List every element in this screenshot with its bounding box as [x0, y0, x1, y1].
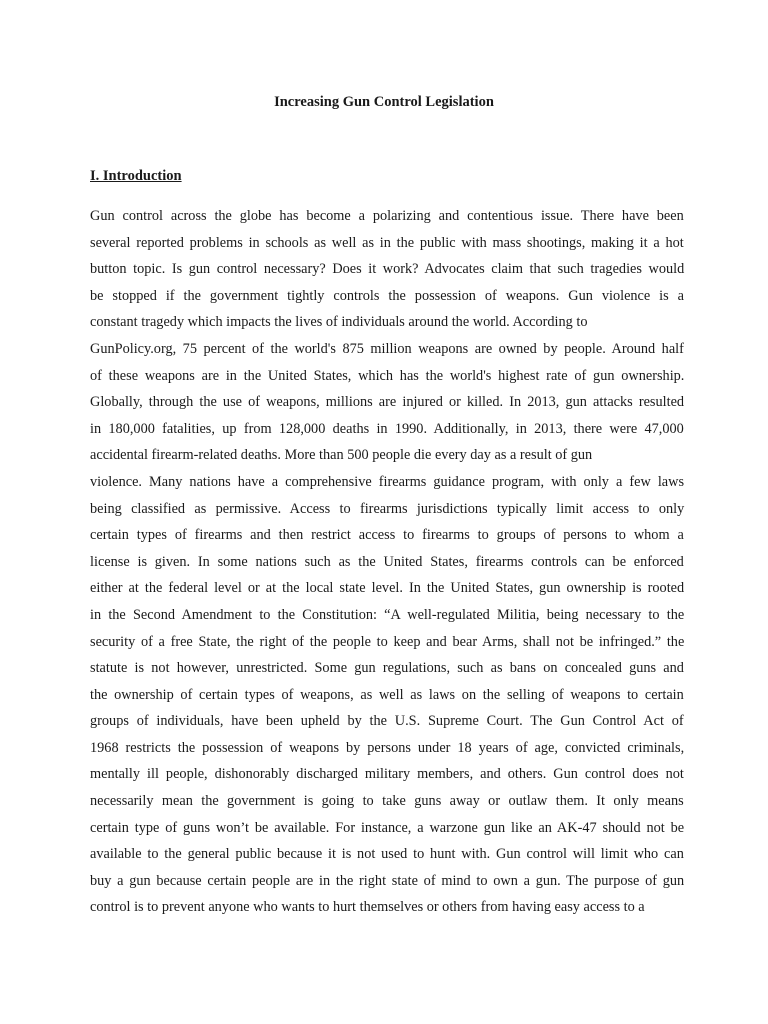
body-line: of these weapons are in the United States, which has the world's highest rate of gun ownership. [90, 367, 685, 384]
body-line: certain types of firearms and then restrict access to firearms to groups of persons to whom a [90, 527, 684, 544]
body-line: certain type of guns won’t be available. For instance, a warzone gun like an AK-47 should not be [90, 819, 685, 836]
body-line: buy a gun because certain people are in the right state of mind to own a gun. The purpose of gun [90, 872, 685, 889]
body-line: either at the federal level or at the local state level. In the United States, gun ownership is rooted [90, 580, 685, 597]
body-line: available to the general public because it is not used to hunt with. Gun control will limit who can [90, 846, 684, 863]
body-line: control is to prevent anyone who wants to hurt themselves or others from having easy access to a [90, 899, 645, 916]
body-line: necessarily mean the government is going to take guns away or outlaw them. It only means [90, 793, 684, 810]
document-title: Increasing Gun Control Legislation [274, 94, 494, 110]
body-line: several reported problems in schools as well as in the public with mass shootings, making it a hot [90, 234, 684, 251]
section-heading-introduction: I. Introduction [90, 168, 182, 184]
body-line: the ownership of certain types of weapons, as well as laws on the selling of weapons to certain [90, 686, 684, 703]
body-line: statute is not however, unrestricted. Some gun regulations, such as bans on concealed guns and [90, 660, 684, 677]
body-line: being classified as permissive. Access to firearms jurisdictions typically limit access to only [90, 500, 685, 517]
body-line: groups of individuals, have been upheld by the U.S. Supreme Court. The Gun Control Act of [90, 713, 684, 730]
body-line: in 180,000 fatalities, up from 128,000 deaths in 1990. Additionally, in 2013, there were 47,000 [90, 420, 684, 437]
body-line: license is given. In some nations such as the United States, firearms controls can be enforced [90, 553, 684, 570]
body-line: in the Second Amendment to the Constitution: “A well-regulated Militia, being necessary to the [90, 606, 685, 623]
body-line: 1968 restricts the possession of weapons by persons under 18 years of age, convicted criminals, [90, 739, 685, 756]
body-line: be stopped if the government tightly controls the possession of weapons. Gun violence is a [90, 287, 684, 304]
body-line: mentally ill people, dishonorably discharged military members, and others. Gun control does not [90, 766, 684, 783]
body-line: Globally, through the use of weapons, millions are injured or killed. In 2013, gun attacks resulted [90, 394, 685, 411]
body-line: security of a free State, the right of the people to keep and bear Arms, shall not be infringed.” the [90, 633, 685, 650]
body-line: violence. Many nations have a comprehensive firearms guidance program, with only a few laws [90, 473, 685, 490]
body-line: accidental firearm-related deaths. More than 500 people die every day as a result of gun [90, 447, 593, 464]
body-paragraph [90, 203, 690, 921]
body-line: button topic. Is gun control necessary? Does it work? Advocates claim that such tragedies would [90, 261, 685, 278]
body-line: GunPolicy.org, 75 percent of the world's 875 million weapons are owned by people. Around half [90, 340, 684, 357]
body-line: Gun control across the globe has become a polarizing and contentious issue. There have been [90, 208, 684, 224]
body-line: constant tragedy which impacts the lives of individuals around the world. According to [90, 314, 588, 331]
